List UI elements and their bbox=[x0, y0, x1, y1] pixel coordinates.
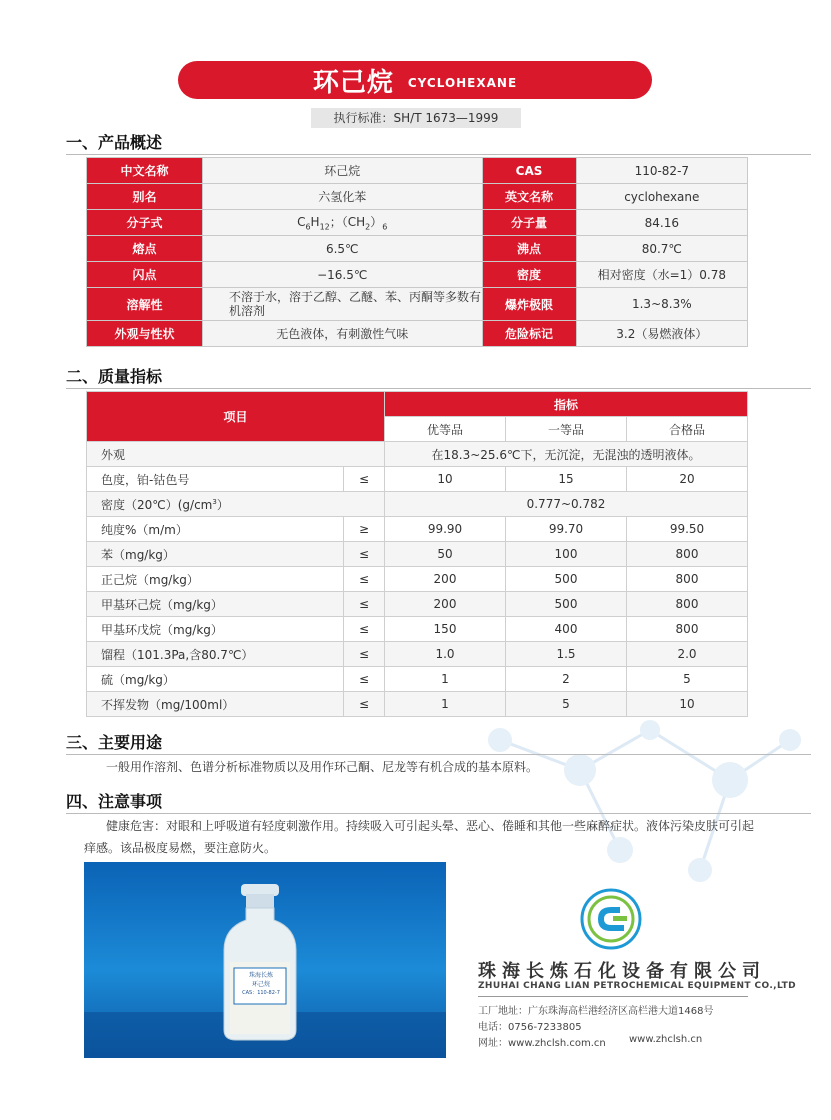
cell-key: 危险标记 bbox=[482, 321, 576, 347]
section-heading-overview bbox=[66, 130, 811, 153]
section-title: 一、产品概述 bbox=[66, 133, 163, 152]
item-value: 1.0 bbox=[385, 642, 506, 667]
table-row bbox=[87, 288, 748, 321]
item-name: 甲基环己烷（mg/kg） bbox=[87, 592, 344, 617]
cell-value: 1.3~8.3% bbox=[576, 288, 747, 321]
quality-table bbox=[86, 391, 748, 717]
cell-value: −16.5℃ bbox=[202, 262, 482, 288]
item-name: 密度$(20℃)(g/cm^3)$ bbox=[87, 492, 385, 517]
table-header-row bbox=[87, 392, 748, 417]
section-title: 二、质量指标 bbox=[66, 367, 163, 386]
item-value: 15 bbox=[506, 467, 627, 492]
standard-label: 执行标准：SH/T 1673—1999 bbox=[311, 108, 521, 128]
item-operator: ≥ bbox=[344, 517, 385, 542]
product-photo bbox=[84, 862, 446, 1058]
section-heading-notice bbox=[66, 789, 811, 812]
cell-value: 80.7℃ bbox=[576, 236, 747, 262]
item-value: 1 bbox=[385, 692, 506, 717]
company-name-en: ZHUHAI CHANG LIAN PETROCHEMICAL EQUIPMENT CO.,LTD bbox=[478, 981, 797, 991]
cell-value: 无色液体，有刺激性气味 bbox=[202, 321, 482, 347]
cell-value: 110-82-7 bbox=[576, 158, 747, 184]
bottle-product: 环己烷 bbox=[251, 981, 270, 988]
table-row bbox=[87, 321, 748, 347]
item-name: 不挥发物（mg/100ml） bbox=[87, 692, 344, 717]
cell-value: 6.5℃ bbox=[202, 236, 482, 262]
table-row bbox=[87, 517, 748, 542]
company-phone: 电话：0756-7233805 bbox=[478, 1022, 582, 1033]
notice-text: 健康危害：对眼和上呼吸道有轻度刺激作用。持续吸入可引起头晕、恶心、倦睡和其他一些麻醉症状。液体污染皮肤可引起痒感。该品极度易燃，要注意防火。 bbox=[84, 819, 755, 855]
company-website-2: www.zhclsh.cn bbox=[629, 1034, 703, 1045]
item-value: 200 bbox=[385, 567, 506, 592]
grade-header: 合格品 bbox=[627, 417, 748, 442]
item-value: 5 bbox=[627, 667, 748, 692]
section-divider bbox=[66, 754, 811, 755]
table-row bbox=[87, 158, 748, 184]
item-value: 10 bbox=[385, 467, 506, 492]
table-row bbox=[87, 692, 748, 717]
section-heading-usage bbox=[66, 730, 811, 753]
table-row bbox=[87, 642, 748, 667]
cell-key: 别名 bbox=[87, 184, 203, 210]
item-value: 10 bbox=[627, 692, 748, 717]
table-row bbox=[87, 617, 748, 642]
table-row bbox=[87, 262, 748, 288]
title-banner bbox=[178, 61, 652, 99]
item-operator: ≤ bbox=[344, 467, 385, 492]
item-value: 99.90 bbox=[385, 517, 506, 542]
item-operator: ≤ bbox=[344, 567, 385, 592]
item-operator: ≤ bbox=[344, 617, 385, 642]
item-value: 50 bbox=[385, 542, 506, 567]
item-value: 800 bbox=[627, 617, 748, 642]
company-name-cn: 珠海长炼石化设备有限公司 bbox=[478, 961, 766, 982]
item-value: 99.50 bbox=[627, 517, 748, 542]
section-divider bbox=[66, 813, 811, 814]
item-value: 0.777~0.782 bbox=[385, 492, 748, 517]
cell-value-formula: $C_6H_{12}$；$(CH_2)_6$ bbox=[202, 210, 482, 236]
item-value: 1 bbox=[385, 667, 506, 692]
item-value: 800 bbox=[627, 542, 748, 567]
table-row bbox=[87, 442, 748, 467]
section-heading-quality bbox=[66, 364, 811, 387]
item-name: 甲基环戊烷（mg/kg） bbox=[87, 617, 344, 642]
item-value: 500 bbox=[506, 567, 627, 592]
item-name: 正己烷（mg/kg） bbox=[87, 567, 344, 592]
item-value: 2.0 bbox=[627, 642, 748, 667]
cell-key: 分子量 bbox=[482, 210, 576, 236]
item-value: 20 bbox=[627, 467, 748, 492]
bottle-label bbox=[238, 971, 284, 998]
table-row bbox=[87, 492, 748, 517]
item-value: 5 bbox=[506, 692, 627, 717]
cell-value: cyclohexane bbox=[576, 184, 747, 210]
cell-key: 闪点 bbox=[87, 262, 203, 288]
usage-text: 一般用作溶剂、色谱分析标准物质以及用作环己酮、尼龙等有机合成的基本原料。 bbox=[106, 760, 539, 774]
grade-header: 一等品 bbox=[506, 417, 627, 442]
section-title: 三、主要用途 bbox=[66, 733, 163, 752]
title-cn: 环己烷 bbox=[312, 67, 394, 98]
company-divider bbox=[478, 996, 748, 997]
bottle-image bbox=[84, 862, 446, 1058]
company-logo-icon bbox=[580, 888, 642, 950]
item-name: 外观 bbox=[87, 442, 385, 467]
item-value: 在18.3~25.6℃下，无沉淀，无混浊的透明液体。 bbox=[385, 442, 748, 467]
table-row bbox=[87, 667, 748, 692]
item-operator: ≤ bbox=[344, 592, 385, 617]
item-value: 500 bbox=[506, 592, 627, 617]
item-value: 400 bbox=[506, 617, 627, 642]
bottle-cas: CAS：110-82-7 bbox=[242, 990, 280, 996]
item-operator: ≤ bbox=[344, 542, 385, 567]
cell-key: 密度 bbox=[482, 262, 576, 288]
section-divider bbox=[66, 154, 811, 155]
item-value: 2 bbox=[506, 667, 627, 692]
cell-key: 溶解性 bbox=[87, 288, 203, 321]
item-operator: ≤ bbox=[344, 642, 385, 667]
item-value: 100 bbox=[506, 542, 627, 567]
cell-value: 不溶于水，溶于乙醇、乙醚、苯、丙酮等多数有机溶剂 bbox=[202, 288, 482, 321]
header-index: 指标 bbox=[385, 392, 748, 417]
table-row bbox=[87, 467, 748, 492]
cell-key: 英文名称 bbox=[482, 184, 576, 210]
cell-value: 3.2（易燃液体） bbox=[576, 321, 747, 347]
section-title: 四、注意事项 bbox=[66, 792, 163, 811]
table-row bbox=[87, 592, 748, 617]
section-divider bbox=[66, 388, 811, 389]
table-row bbox=[87, 236, 748, 262]
cell-key: CAS bbox=[482, 158, 576, 184]
item-value: 200 bbox=[385, 592, 506, 617]
grade-header: 优等品 bbox=[385, 417, 506, 442]
title-en: CYCLOHEXANE bbox=[407, 76, 518, 90]
header-item: 项目 bbox=[87, 392, 385, 442]
cell-key: 沸点 bbox=[482, 236, 576, 262]
item-name: 色度，铂-钴色号 bbox=[87, 467, 344, 492]
cell-value: 84.16 bbox=[576, 210, 747, 236]
cell-value: 相对密度（水=1）0.78 bbox=[576, 262, 747, 288]
item-value: 150 bbox=[385, 617, 506, 642]
item-value: 800 bbox=[627, 567, 748, 592]
cell-value: 环己烷 bbox=[202, 158, 482, 184]
cell-key: 分子式 bbox=[87, 210, 203, 236]
company-website: 网址：www.zhclsh.com.cn bbox=[478, 1038, 606, 1049]
item-operator: ≤ bbox=[344, 667, 385, 692]
item-operator: ≤ bbox=[344, 692, 385, 717]
table-row bbox=[87, 567, 748, 592]
table-row bbox=[87, 210, 748, 236]
table-row bbox=[87, 542, 748, 567]
item-name: 纯度%（m/m） bbox=[87, 517, 344, 542]
item-value: 800 bbox=[627, 592, 748, 617]
cell-key: 爆炸极限 bbox=[482, 288, 576, 321]
item-value: 1.5 bbox=[506, 642, 627, 667]
cell-key: 熔点 bbox=[87, 236, 203, 262]
cell-key: 外观与性状 bbox=[87, 321, 203, 347]
item-name: 苯（mg/kg） bbox=[87, 542, 344, 567]
company-address: 工厂地址：广东珠海高栏港经济区高栏港大道1468号 bbox=[478, 1006, 714, 1017]
item-value: 99.70 bbox=[506, 517, 627, 542]
table-row bbox=[87, 184, 748, 210]
bottle-brand: 珠海长炼 bbox=[248, 972, 273, 979]
item-name: 馏程（101.3Pa,含80.7℃） bbox=[87, 642, 344, 667]
cell-key: 中文名称 bbox=[87, 158, 203, 184]
item-name: 硫（mg/kg） bbox=[87, 667, 344, 692]
overview-table bbox=[86, 157, 748, 347]
cell-value: 六氢化苯 bbox=[202, 184, 482, 210]
